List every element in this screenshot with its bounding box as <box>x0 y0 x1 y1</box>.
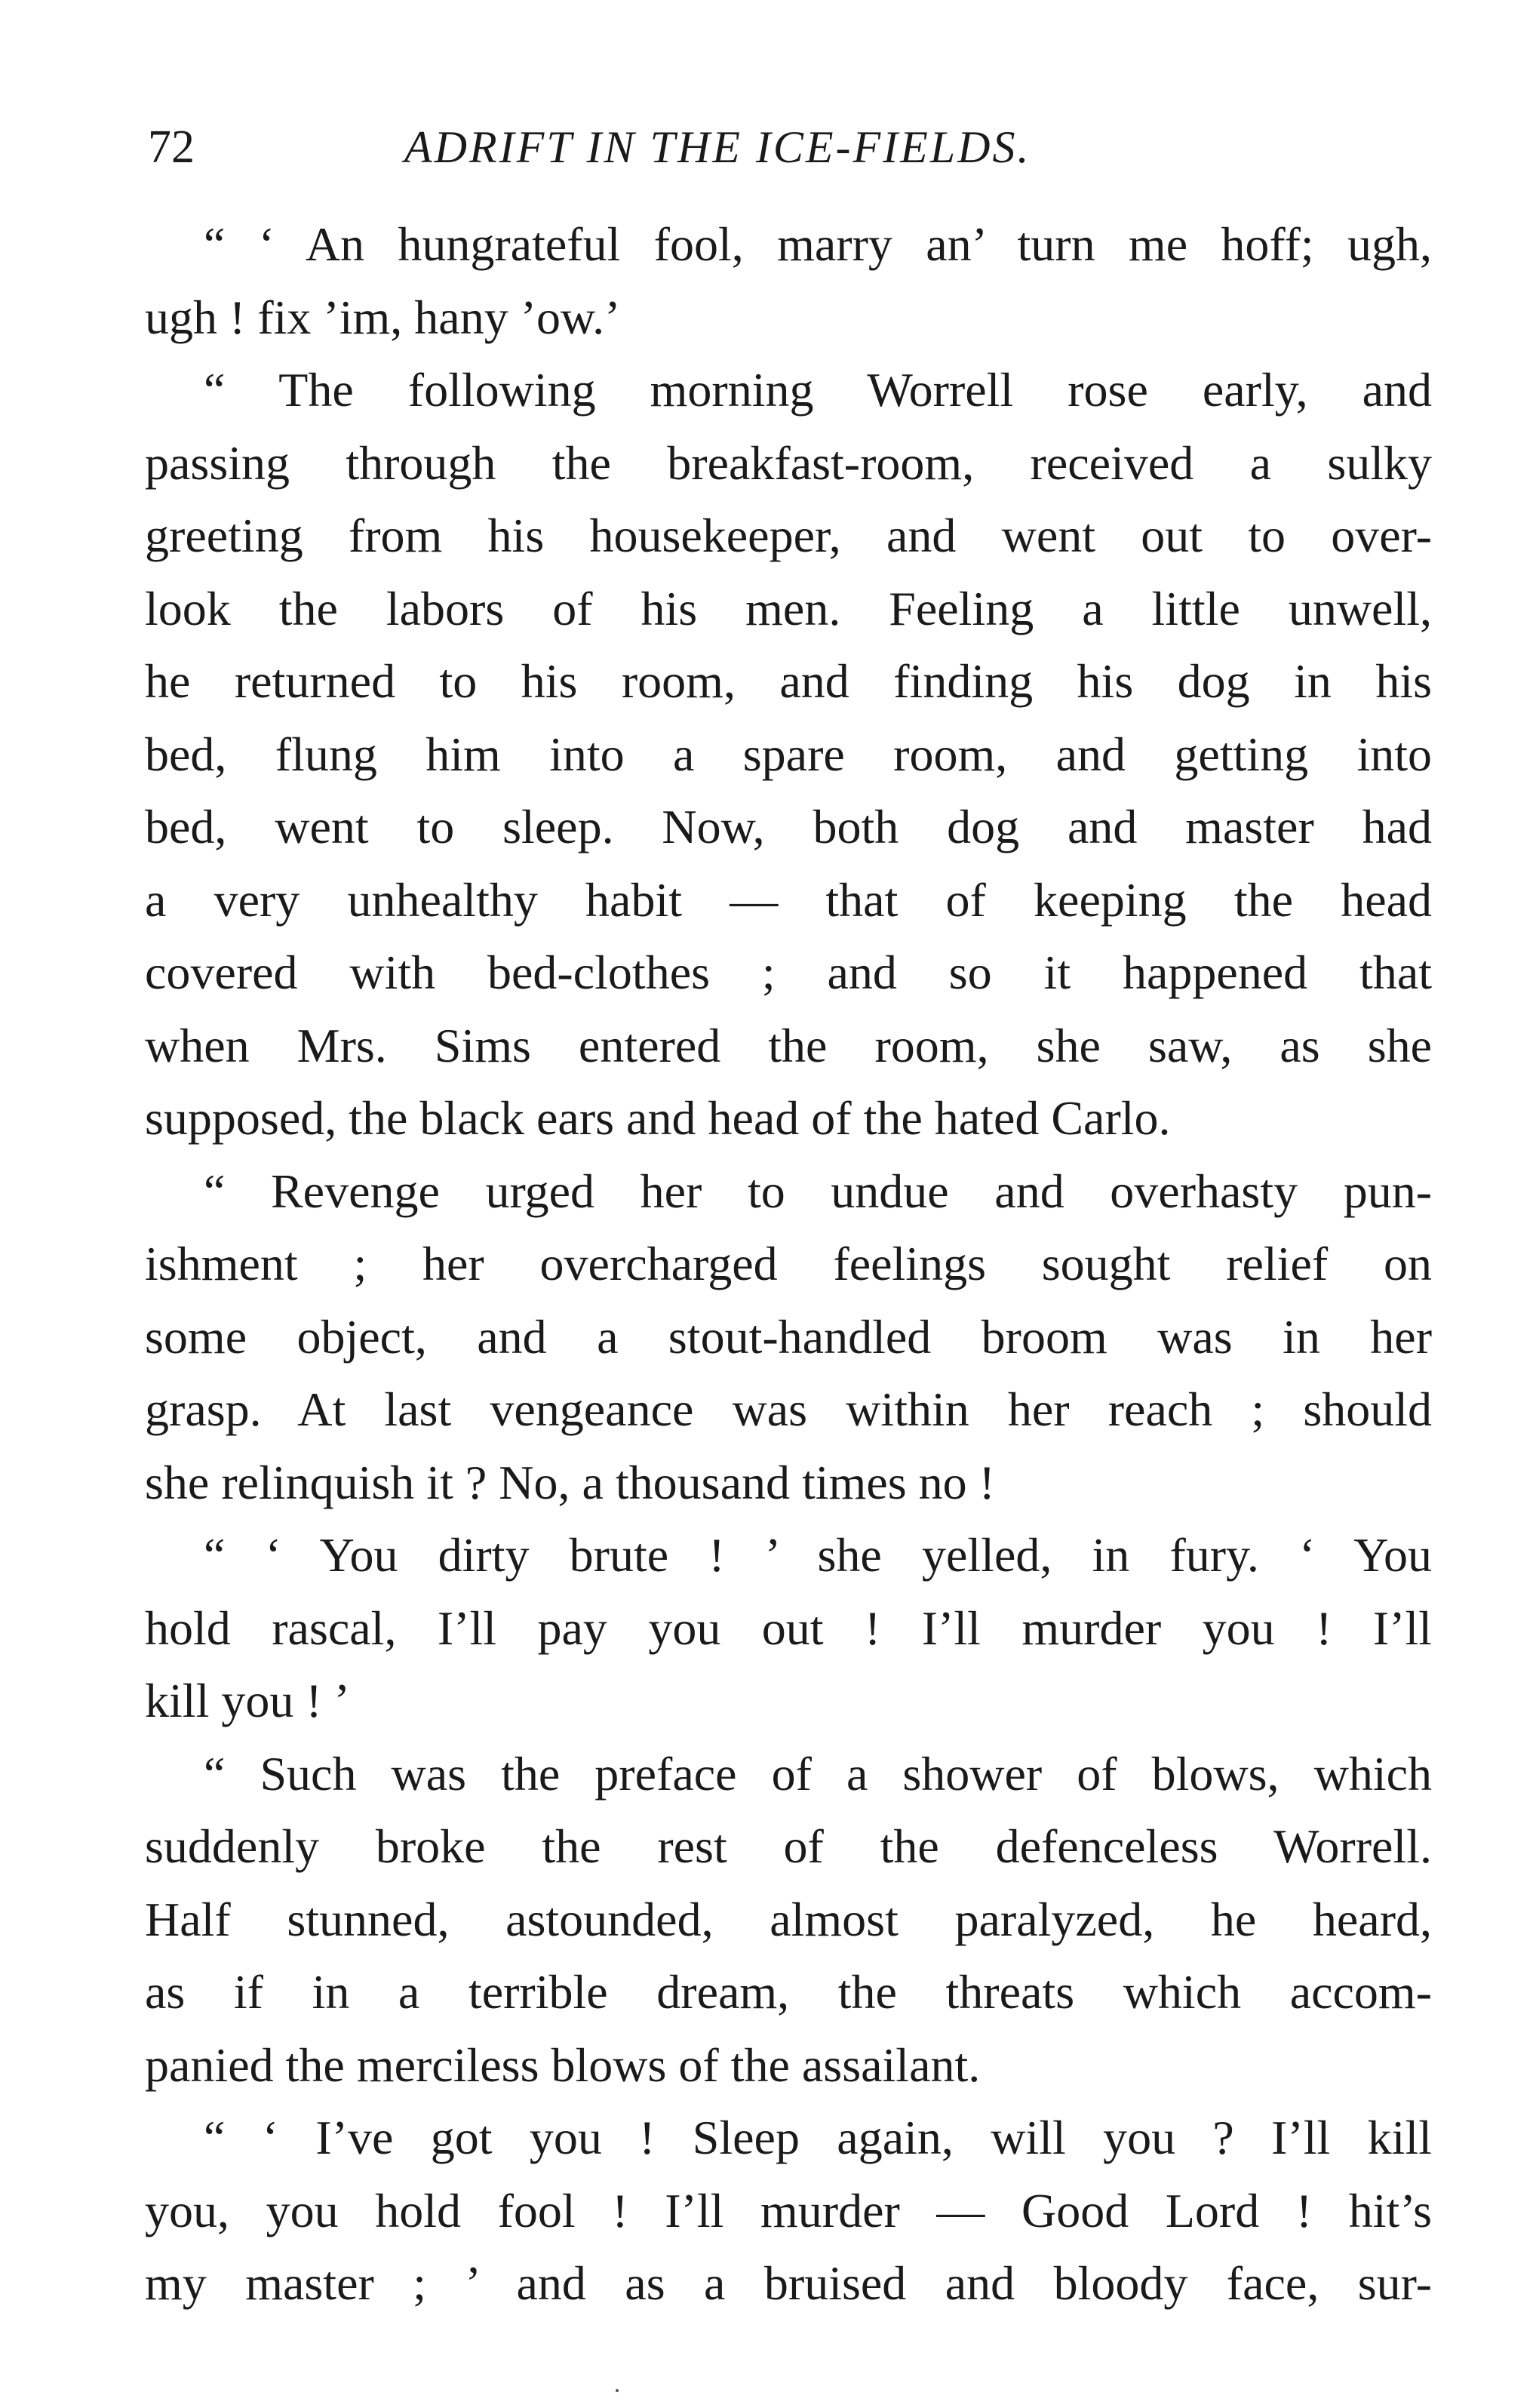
page-header <box>148 113 1430 181</box>
text-line: look the labors of his men. Feeling a little unwell, <box>145 581 1432 635</box>
text-line: when Mrs. Sims entered the room, she saw, as she <box>145 1018 1432 1072</box>
text-line: you, you hold fool ! I’ll murder — Good Lord ! hit’s <box>145 2183 1432 2237</box>
text-line: bed, went to sleep. Now, both dog and master had <box>145 800 1432 853</box>
text-line: he returned to his room, and finding his dog in his <box>145 654 1432 708</box>
text-line: covered with bed-clothes ; and so it happened that <box>145 946 1432 999</box>
text-line: a very unhealthy habit — that of keeping the head <box>145 872 1432 927</box>
text-line: greeting from his housekeeper, and went out to over- <box>145 509 1432 562</box>
text-line: “ Such was the preface of a shower of blows, which <box>204 1746 1432 1801</box>
text-line: kill you ! ’ <box>145 1674 350 1727</box>
text-line: supposed, the black ears and head of the hated Carlo. <box>145 1091 1171 1145</box>
text-line: “ ‘ An hungrateful fool, marry an’ turn me hoff; ugh, <box>204 217 1432 271</box>
text-line: “ The following morning Worrell rose early, and <box>204 363 1432 417</box>
text-line: ishment ; her overcharged feelings sought relief on <box>145 1237 1432 1290</box>
text-line: “ ‘ I’ve got you ! Sleep again, will you ? I’ll kill <box>204 2111 1432 2164</box>
print-speck <box>616 2389 619 2392</box>
text-line: she relinquish it ? No, a thousand times no ! <box>145 1455 995 1509</box>
text-line: “ Revenge urged her to undue and overhasty pun- <box>204 1164 1432 1218</box>
page-number: 72 <box>148 121 195 173</box>
text-line: passing through the breakfast-room, received a sulky <box>145 435 1432 490</box>
text-line: as if in a terrible dream, the threats which accom- <box>145 1965 1432 2019</box>
text-line: panied the merciless blows of the assailant. <box>145 2037 981 2092</box>
body-text <box>145 208 1432 2320</box>
text-line: grasp. At last vengeance was within her reach ; should <box>145 1382 1432 1436</box>
text-line: “ ‘ You dirty brute ! ’ she yelled, in fury. ‘ You <box>204 1528 1432 1582</box>
text-line: my master ; ’ and as a bruised and bloody face, sur- <box>145 2256 1432 2310</box>
text-line: ugh ! fix ’im, hany ’ow.’ <box>145 290 621 344</box>
text-line: suddenly broke the rest of the defenceless Worrell. <box>145 1819 1432 1873</box>
text-line: hold rascal, I’ll pay you out ! I’ll murder you ! I’ll <box>145 1601 1432 1655</box>
running-title: ADRIFT IN THE ICE-FIELDS. <box>404 122 1031 172</box>
text-line: some object, and a stout-handled broom was in her <box>145 1309 1432 1364</box>
text-line: bed, flung him into a spare room, and getting into <box>145 727 1432 781</box>
text-line: Half stunned, astounded, almost paralyzed, he heard, <box>145 1892 1432 1946</box>
